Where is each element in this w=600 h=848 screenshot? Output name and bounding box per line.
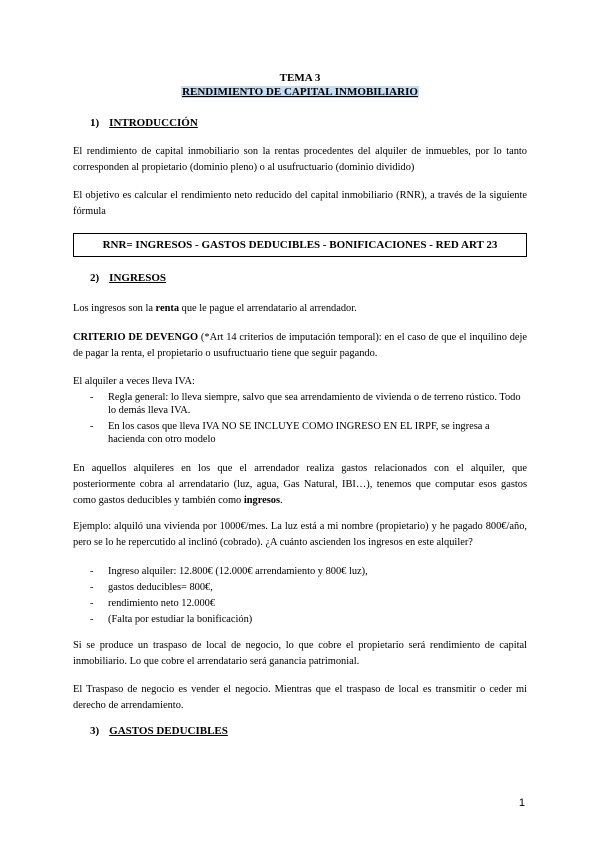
section-number: 2) xyxy=(90,272,100,284)
section-heading-gastos-deducibles xyxy=(90,725,228,737)
list-item: - Regla general: lo lleva siempre, salvo que sea arrendamiento de vivienda o de terreno rústico. Todo lo demás lleva IVA. xyxy=(90,391,527,417)
ejemplo-paragraph: Ejemplo: alquiló una vivienda por 1000€/mes. La luz está a mi nombre (propietario) y he pagado 800€/año, pero se lo he repercutido al inclinó (cobrado). ¿A cuánto ascienden los ingresos en este alquiler? xyxy=(73,521,527,548)
document-title: TEMA 3 xyxy=(279,72,321,84)
section-label: GASTOS DEDUCIBLES xyxy=(109,725,228,737)
iva-intro: El alquiler a veces lleva IVA: xyxy=(73,376,195,387)
ejemplo-list xyxy=(90,565,527,629)
bold-run: CRITERIO DE DEVENGO xyxy=(73,332,199,343)
document-subtitle xyxy=(0,86,600,98)
section-number: 1) xyxy=(90,117,100,129)
subtitle-text: RENDIMIENTO DE CAPITAL INMOBILIARIO xyxy=(182,86,418,98)
text-run: (*Art 14 criterios de imputación temporal): en el caso de que el inquilino deje de pagar la renta, el propietario o usufructuario tiene que seguir pagando. xyxy=(73,332,528,359)
text-run: Los ingresos son la xyxy=(73,303,156,314)
list-item: - En los casos que lleva IVA NO SE INCLUYE COMO INGRESO EN EL IRPF, se ingresa a hacienda con otro modelo xyxy=(90,420,527,446)
intro-paragraph-1: El rendimiento de capital inmobiliario son la rentas procedentes del alquiler de inmuebles, por lo tanto corresponden al propietario (dominio pleno) o al usufructuario (dominio dividido) xyxy=(73,146,527,173)
intro-paragraph-2: El objetivo es calcular el rendimiento neto reducido del capital inmobiliario (RNR), a través de la siguiente fórmula xyxy=(73,190,527,217)
text-run: que le pague el arrendatario al arrendador. xyxy=(179,303,357,314)
bold-run: ingresos xyxy=(243,495,281,506)
list-item: - (Falta por estudiar la bonificación) xyxy=(90,613,527,626)
traspaso-definition-paragraph: El Traspaso de negocio es vender el negocio. Mientras que el traspaso de local es transmitir o ceder mi derecho de arrendamiento. xyxy=(73,684,527,711)
section-heading-introduccion xyxy=(90,117,198,129)
bold-run: renta xyxy=(155,303,180,314)
list-item: - gastos deducibles= 800€, xyxy=(90,581,527,594)
devengo-paragraph xyxy=(73,330,527,362)
section-label: INGRESOS xyxy=(109,272,167,284)
section-label: INTRODUCCIÓN xyxy=(109,117,198,129)
formula-box: RNR= INGRESOS - GASTOS DEDUCIBLES - BONIFICACIONES - RED ART 23 xyxy=(73,233,527,257)
traspaso-paragraph: Si se produce un traspaso de local de negocio, lo que cobre el propietario será rendimiento de capital inmobiliario. Lo que cobre el arrendatario será ganancia patrimonial. xyxy=(73,640,527,667)
iva-list xyxy=(90,391,527,449)
text-run: En aquellos alquileres en los que el arrendador realiza gastos relacionados con el alquiler, que posteriormente cobra al arrendatario (luz, agua, Gas Natural, IBI…), tenemos que computar esos gastos como gastos deducibles y también como xyxy=(73,463,527,506)
section-number: 3) xyxy=(90,725,100,737)
ingresos-paragraph-1 xyxy=(73,301,527,317)
list-item: - Ingreso alquiler: 12.800€ (12.000€ arrendamiento y 800€ luz), xyxy=(90,565,527,578)
gastos-paragraph xyxy=(73,461,527,509)
list-item: - rendimiento neto 12.000€ xyxy=(90,597,527,610)
section-heading-ingresos xyxy=(90,272,166,284)
page-number: 1 xyxy=(518,797,525,809)
text-run: . xyxy=(280,495,283,506)
